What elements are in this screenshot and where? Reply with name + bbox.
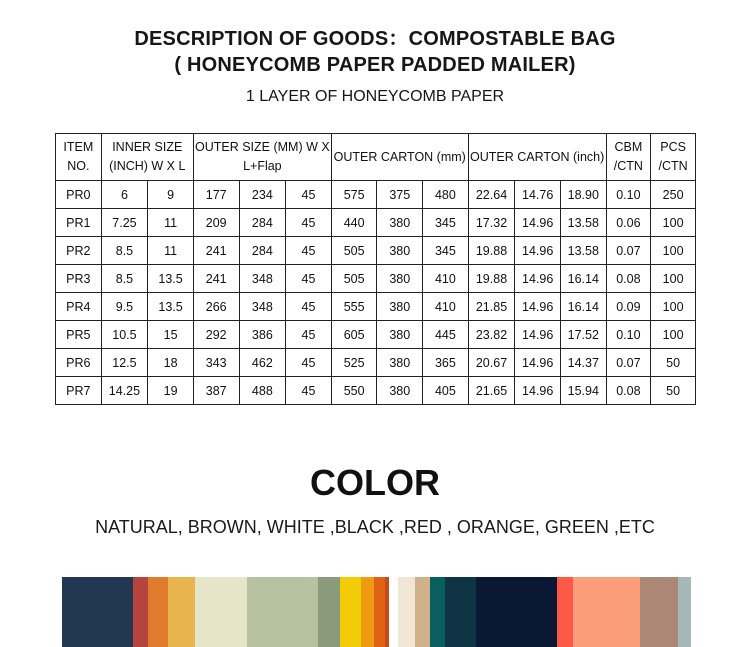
table-cell: 250: [651, 181, 696, 209]
table-cell: 14.25: [101, 377, 148, 405]
table-row: [56, 209, 696, 237]
table-cell: 45: [286, 265, 332, 293]
table-cell: PR4: [56, 293, 102, 321]
table-cell: 45: [286, 237, 332, 265]
table-cell: 380: [377, 349, 423, 377]
header-pcs: PCS /CTN: [651, 134, 696, 181]
table-cell: 14.96: [515, 349, 561, 377]
table-cell: 0.07: [606, 237, 651, 265]
color-swatch: [415, 577, 430, 647]
table-cell: 50: [651, 349, 696, 377]
header-outer-carton-inch: OUTER CARTON (inch): [468, 134, 606, 181]
table-cell: 445: [423, 321, 469, 349]
table-cell: 387: [193, 377, 239, 405]
table-cell: 440: [331, 209, 377, 237]
table-cell: 14.76: [515, 181, 561, 209]
table-cell: 100: [651, 237, 696, 265]
table-cell: 15.94: [560, 377, 606, 405]
color-swatch: [168, 577, 195, 647]
table-cell: 13.58: [560, 237, 606, 265]
table-cell: 7.25: [101, 209, 148, 237]
color-swatch: [476, 577, 557, 647]
table-cell: 380: [377, 293, 423, 321]
color-swatch: [361, 577, 374, 647]
table-cell: 14.37: [560, 349, 606, 377]
color-swatch-strip: [0, 577, 750, 647]
color-swatch: [557, 577, 573, 647]
page-title: DESCRIPTION OF GOODS：COMPOSTABLE BAG: [134, 28, 616, 50]
table-cell: 13.5: [148, 293, 194, 321]
table-cell: 45: [286, 349, 332, 377]
header-cbm: CBM /CTN: [606, 134, 651, 181]
color-swatch: [640, 577, 678, 647]
table-cell: 405: [423, 377, 469, 405]
table-cell: 50: [651, 377, 696, 405]
table-cell: 0.06: [606, 209, 651, 237]
table-cell: 241: [193, 237, 239, 265]
table-row: [56, 265, 696, 293]
table-cell: 555: [331, 293, 377, 321]
table-cell: 0.07: [606, 349, 651, 377]
table-cell: PR7: [56, 377, 102, 405]
table-cell: PR5: [56, 321, 102, 349]
table-cell: 14.96: [515, 377, 561, 405]
table-cell: 0.10: [606, 181, 651, 209]
table-cell: 505: [331, 237, 377, 265]
table-row: [56, 377, 696, 405]
table-cell: 11: [148, 209, 194, 237]
color-swatch: [62, 577, 133, 647]
table-cell: 9.5: [101, 293, 148, 321]
table-cell: 16.14: [560, 293, 606, 321]
table-cell: 0.08: [606, 265, 651, 293]
table-cell: 21.65: [468, 377, 515, 405]
table-cell: 234: [239, 181, 286, 209]
table-cell: 605: [331, 321, 377, 349]
table-cell: 100: [651, 293, 696, 321]
table-cell: 23.82: [468, 321, 515, 349]
table-row: [56, 349, 696, 377]
color-options-text: NATURAL, BROWN, WHITE ,BLACK ,RED , ORANGE, GREEN ,ETC: [95, 517, 655, 537]
table-cell: PR3: [56, 265, 102, 293]
table-cell: 0.10: [606, 321, 651, 349]
color-swatch: [195, 577, 247, 647]
table-header-row: [56, 134, 696, 181]
table-cell: 21.85: [468, 293, 515, 321]
color-swatch: [445, 577, 476, 647]
color-swatch: [678, 577, 691, 647]
color-swatch: [340, 577, 361, 647]
header-inner-size: INNER SIZE (INCH) W X L: [101, 134, 193, 181]
table-cell: 45: [286, 321, 332, 349]
table-cell: 380: [377, 237, 423, 265]
table-cell: 19.88: [468, 237, 515, 265]
table-cell: 209: [193, 209, 239, 237]
color-swatch: [374, 577, 385, 647]
table-cell: 14.96: [515, 293, 561, 321]
table-cell: 348: [239, 293, 286, 321]
table-cell: 505: [331, 265, 377, 293]
table-cell: 284: [239, 237, 286, 265]
table-cell: 380: [377, 321, 423, 349]
table-cell: 241: [193, 265, 239, 293]
color-swatch: [247, 577, 318, 647]
table-row: [56, 321, 696, 349]
table-cell: 345: [423, 237, 469, 265]
table-cell: 45: [286, 293, 332, 321]
table-cell: PR0: [56, 181, 102, 209]
color-swatch: [398, 577, 415, 647]
table-cell: 10.5: [101, 321, 148, 349]
table-cell: 410: [423, 293, 469, 321]
table-cell: 462: [239, 349, 286, 377]
table-cell: 14.96: [515, 209, 561, 237]
table-cell: 45: [286, 377, 332, 405]
table-cell: 292: [193, 321, 239, 349]
table-cell: 17.52: [560, 321, 606, 349]
color-swatch: [318, 577, 340, 647]
table-cell: 525: [331, 349, 377, 377]
table-cell: 380: [377, 209, 423, 237]
color-swatch: [430, 577, 445, 647]
color-heading: COLOR: [310, 462, 440, 503]
table-cell: 19: [148, 377, 194, 405]
table-cell: 488: [239, 377, 286, 405]
table-cell: 17.32: [468, 209, 515, 237]
spec-table: [55, 133, 696, 405]
table-cell: 0.08: [606, 377, 651, 405]
table-row: [56, 181, 696, 209]
table-cell: 13.5: [148, 265, 194, 293]
table-cell: 266: [193, 293, 239, 321]
table-cell: 380: [377, 377, 423, 405]
table-cell: 20.67: [468, 349, 515, 377]
table-cell: 22.64: [468, 181, 515, 209]
table-cell: 18.90: [560, 181, 606, 209]
table-cell: 550: [331, 377, 377, 405]
table-cell: 16.14: [560, 265, 606, 293]
table-cell: PR6: [56, 349, 102, 377]
table-cell: 8.5: [101, 265, 148, 293]
table-cell: 575: [331, 181, 377, 209]
table-cell: 100: [651, 321, 696, 349]
color-swatch: [148, 577, 168, 647]
table-cell: 343: [193, 349, 239, 377]
table-cell: 45: [286, 181, 332, 209]
table-cell: PR1: [56, 209, 102, 237]
color-swatch: [573, 577, 640, 647]
table-cell: 12.5: [101, 349, 148, 377]
header-outer-size: OUTER SIZE (MM) W X L+Flap: [193, 134, 331, 181]
table-cell: 0.09: [606, 293, 651, 321]
material-description: 1 LAYER OF HONEYCOMB PAPER: [245, 88, 505, 105]
table-cell: 410: [423, 265, 469, 293]
color-swatch: [385, 577, 389, 647]
header-outer-carton-mm: OUTER CARTON (mm): [331, 134, 468, 181]
page-subtitle: ( HONEYCOMB PAPER PADDED MAILER): [174, 54, 576, 76]
table-cell: 348: [239, 265, 286, 293]
table-cell: 100: [651, 265, 696, 293]
table-cell: 14.96: [515, 237, 561, 265]
table-cell: 6: [101, 181, 148, 209]
table-cell: 45: [286, 209, 332, 237]
table-cell: 15: [148, 321, 194, 349]
table-cell: 480: [423, 181, 469, 209]
table-cell: 345: [423, 209, 469, 237]
table-cell: 375: [377, 181, 423, 209]
table-row: [56, 237, 696, 265]
table-cell: 13.58: [560, 209, 606, 237]
table-cell: 380: [377, 265, 423, 293]
header-item-no: ITEM NO.: [56, 134, 102, 181]
table-cell: 9: [148, 181, 194, 209]
table-cell: 284: [239, 209, 286, 237]
table-cell: 14.96: [515, 321, 561, 349]
table-cell: 11: [148, 237, 194, 265]
table-cell: 386: [239, 321, 286, 349]
color-swatch: [133, 577, 148, 647]
table-cell: 177: [193, 181, 239, 209]
table-cell: 100: [651, 209, 696, 237]
table-cell: 14.96: [515, 265, 561, 293]
table-cell: 18: [148, 349, 194, 377]
table-cell: 19.88: [468, 265, 515, 293]
table-cell: 365: [423, 349, 469, 377]
table-row: [56, 293, 696, 321]
table-cell: PR2: [56, 237, 102, 265]
table-cell: 8.5: [101, 237, 148, 265]
